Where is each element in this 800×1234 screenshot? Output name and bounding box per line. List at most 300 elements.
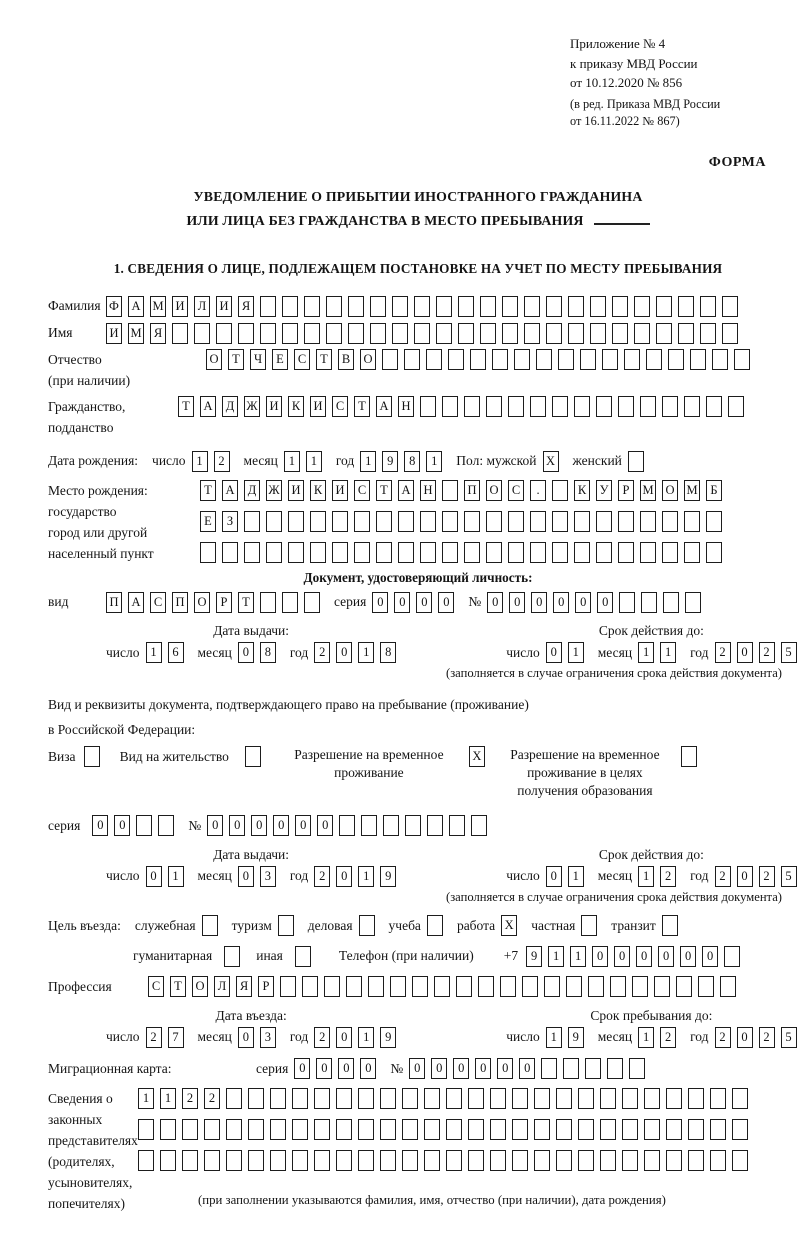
- char-cell[interactable]: [588, 976, 604, 997]
- char-cell[interactable]: [390, 976, 406, 997]
- char-cell[interactable]: [471, 815, 487, 836]
- char-cell[interactable]: 0: [553, 592, 569, 613]
- char-cell[interactable]: 5: [781, 1027, 797, 1048]
- char-cell[interactable]: [266, 511, 282, 532]
- char-cell[interactable]: 2: [660, 866, 676, 887]
- char-cell[interactable]: [490, 1119, 506, 1140]
- char-cell[interactable]: 1: [548, 946, 564, 967]
- char-cell[interactable]: [405, 815, 421, 836]
- char-cell[interactable]: 1: [426, 451, 442, 472]
- char-cell[interactable]: [280, 976, 296, 997]
- char-cell[interactable]: [552, 480, 568, 501]
- char-cell[interactable]: [456, 976, 472, 997]
- doc-type-input[interactable]: [106, 592, 320, 613]
- char-cell[interactable]: 2: [204, 1088, 220, 1109]
- char-cell[interactable]: [596, 396, 612, 417]
- doc-issue-month-input[interactable]: [238, 642, 276, 663]
- char-cell[interactable]: 1: [660, 642, 676, 663]
- char-cell[interactable]: [480, 296, 496, 317]
- char-cell[interactable]: [202, 915, 218, 936]
- citizenship-input[interactable]: [178, 396, 744, 417]
- char-cell[interactable]: [684, 511, 700, 532]
- char-cell[interactable]: И: [106, 323, 122, 344]
- char-cell[interactable]: А: [200, 396, 216, 417]
- char-cell[interactable]: [200, 542, 216, 563]
- char-cell[interactable]: 0: [360, 1058, 376, 1079]
- char-cell[interactable]: [160, 1119, 176, 1140]
- char-cell[interactable]: [446, 1150, 462, 1171]
- char-cell[interactable]: [706, 511, 722, 532]
- char-cell[interactable]: [346, 976, 362, 997]
- char-cell[interactable]: [427, 815, 443, 836]
- char-cell[interactable]: А: [128, 296, 144, 317]
- char-cell[interactable]: 0: [273, 815, 289, 836]
- char-cell[interactable]: [574, 542, 590, 563]
- char-cell[interactable]: [182, 1150, 198, 1171]
- char-cell[interactable]: О: [360, 349, 376, 370]
- char-cell[interactable]: 0: [597, 592, 613, 613]
- char-cell[interactable]: 8: [404, 451, 420, 472]
- migration-series-input[interactable]: [294, 1058, 376, 1079]
- char-cell[interactable]: [602, 349, 618, 370]
- char-cell[interactable]: [610, 976, 626, 997]
- char-cell[interactable]: [536, 349, 552, 370]
- char-cell[interactable]: С: [294, 349, 310, 370]
- char-cell[interactable]: 0: [737, 1027, 753, 1048]
- char-cell[interactable]: 0: [238, 1027, 254, 1048]
- checkbox-private[interactable]: [581, 915, 597, 936]
- char-cell[interactable]: [314, 1150, 330, 1171]
- char-cell[interactable]: [734, 349, 750, 370]
- char-cell[interactable]: [578, 1150, 594, 1171]
- char-cell[interactable]: 0: [229, 815, 245, 836]
- residence-valid-day-input[interactable]: [546, 866, 584, 887]
- char-cell[interactable]: [436, 296, 452, 317]
- char-cell[interactable]: 0: [519, 1058, 535, 1079]
- doc-valid-year-input[interactable]: [715, 642, 797, 663]
- char-cell[interactable]: [238, 323, 254, 344]
- profession-input[interactable]: [148, 976, 736, 997]
- char-cell[interactable]: [662, 396, 678, 417]
- char-cell[interactable]: [292, 1150, 308, 1171]
- char-cell[interactable]: [216, 323, 232, 344]
- char-cell[interactable]: Е: [272, 349, 288, 370]
- char-cell[interactable]: Б: [706, 480, 722, 501]
- char-cell[interactable]: [226, 1119, 242, 1140]
- checkbox-transit[interactable]: [662, 915, 678, 936]
- char-cell[interactable]: [402, 1088, 418, 1109]
- char-cell[interactable]: 0: [658, 946, 674, 967]
- char-cell[interactable]: [530, 396, 546, 417]
- char-cell[interactable]: [710, 1119, 726, 1140]
- char-cell[interactable]: [376, 542, 392, 563]
- char-cell[interactable]: [324, 976, 340, 997]
- char-cell[interactable]: [136, 815, 152, 836]
- char-cell[interactable]: П: [464, 480, 480, 501]
- checkbox-tourism[interactable]: [278, 915, 294, 936]
- char-cell[interactable]: [728, 396, 744, 417]
- char-cell[interactable]: 2: [715, 1027, 731, 1048]
- char-cell[interactable]: [304, 592, 320, 613]
- char-cell[interactable]: Я: [150, 323, 166, 344]
- char-cell[interactable]: 0: [338, 1058, 354, 1079]
- char-cell[interactable]: [619, 592, 635, 613]
- birth-year-input[interactable]: [360, 451, 442, 472]
- checkbox-male[interactable]: [543, 451, 559, 472]
- char-cell[interactable]: [84, 746, 100, 767]
- char-cell[interactable]: О: [206, 349, 222, 370]
- char-cell[interactable]: [663, 592, 679, 613]
- char-cell[interactable]: [310, 511, 326, 532]
- char-cell[interactable]: [578, 1119, 594, 1140]
- char-cell[interactable]: [414, 296, 430, 317]
- char-cell[interactable]: [706, 396, 722, 417]
- char-cell[interactable]: [348, 296, 364, 317]
- char-cell[interactable]: 0: [416, 592, 432, 613]
- entry-month-input[interactable]: [238, 1027, 276, 1048]
- char-cell[interactable]: [634, 296, 650, 317]
- char-cell[interactable]: [512, 1088, 528, 1109]
- char-cell[interactable]: 1: [192, 451, 208, 472]
- char-cell[interactable]: [383, 815, 399, 836]
- char-cell[interactable]: 2: [660, 1027, 676, 1048]
- char-cell[interactable]: [666, 1088, 682, 1109]
- char-cell[interactable]: [266, 542, 282, 563]
- checkbox-humanitarian[interactable]: [224, 946, 240, 967]
- char-cell[interactable]: 0: [509, 592, 525, 613]
- char-cell[interactable]: [424, 1088, 440, 1109]
- char-cell[interactable]: 5: [781, 642, 797, 663]
- char-cell[interactable]: [248, 1119, 264, 1140]
- char-cell[interactable]: [486, 542, 502, 563]
- legal-reps-input-line3[interactable]: [138, 1150, 748, 1171]
- char-cell[interactable]: 0: [251, 815, 267, 836]
- char-cell[interactable]: [552, 396, 568, 417]
- char-cell[interactable]: [580, 349, 596, 370]
- char-cell[interactable]: 2: [759, 642, 775, 663]
- char-cell[interactable]: [492, 349, 508, 370]
- char-cell[interactable]: [204, 1150, 220, 1171]
- char-cell[interactable]: 1: [360, 451, 376, 472]
- char-cell[interactable]: 1: [568, 642, 584, 663]
- char-cell[interactable]: [678, 323, 694, 344]
- char-cell[interactable]: [640, 511, 656, 532]
- char-cell[interactable]: [248, 1150, 264, 1171]
- char-cell[interactable]: [668, 349, 684, 370]
- char-cell[interactable]: [641, 592, 657, 613]
- char-cell[interactable]: Ж: [266, 480, 282, 501]
- doc-number-input[interactable]: [487, 592, 701, 613]
- char-cell[interactable]: [722, 296, 738, 317]
- checkbox-other[interactable]: [295, 946, 311, 967]
- char-cell[interactable]: [424, 1119, 440, 1140]
- char-cell[interactable]: 0: [702, 946, 718, 967]
- char-cell[interactable]: [339, 815, 355, 836]
- char-cell[interactable]: [486, 511, 502, 532]
- char-cell[interactable]: [690, 349, 706, 370]
- char-cell[interactable]: [158, 815, 174, 836]
- char-cell[interactable]: Т: [228, 349, 244, 370]
- char-cell[interactable]: [585, 1058, 601, 1079]
- checkbox-residence-permit[interactable]: [245, 746, 261, 767]
- char-cell[interactable]: 0: [497, 1058, 513, 1079]
- char-cell[interactable]: [326, 296, 342, 317]
- char-cell[interactable]: [449, 815, 465, 836]
- char-cell[interactable]: [260, 323, 276, 344]
- char-cell[interactable]: [556, 1150, 572, 1171]
- char-cell[interactable]: [314, 1119, 330, 1140]
- char-cell[interactable]: Т: [200, 480, 216, 501]
- char-cell[interactable]: Н: [420, 480, 436, 501]
- residence-issue-day-input[interactable]: [146, 866, 184, 887]
- char-cell[interactable]: [288, 511, 304, 532]
- char-cell[interactable]: [282, 592, 298, 613]
- char-cell[interactable]: [427, 915, 443, 936]
- checkbox-temp-residence-edu[interactable]: [681, 746, 697, 767]
- char-cell[interactable]: [678, 296, 694, 317]
- char-cell[interactable]: 0: [294, 1058, 310, 1079]
- char-cell[interactable]: [358, 1150, 374, 1171]
- char-cell[interactable]: [226, 1088, 242, 1109]
- char-cell[interactable]: [530, 542, 546, 563]
- stay-year-input[interactable]: [715, 1027, 797, 1048]
- char-cell[interactable]: [596, 542, 612, 563]
- char-cell[interactable]: [666, 1150, 682, 1171]
- char-cell[interactable]: 0: [336, 642, 352, 663]
- char-cell[interactable]: [194, 323, 210, 344]
- char-cell[interactable]: [468, 1088, 484, 1109]
- checkbox-official[interactable]: [202, 915, 218, 936]
- char-cell[interactable]: [722, 323, 738, 344]
- char-cell[interactable]: О: [194, 592, 210, 613]
- char-cell[interactable]: [420, 511, 436, 532]
- char-cell[interactable]: [524, 323, 540, 344]
- char-cell[interactable]: 3: [260, 1027, 276, 1048]
- char-cell[interactable]: [629, 1058, 645, 1079]
- char-cell[interactable]: 1: [638, 866, 654, 887]
- char-cell[interactable]: [402, 1119, 418, 1140]
- char-cell[interactable]: 1: [284, 451, 300, 472]
- char-cell[interactable]: [644, 1119, 660, 1140]
- char-cell[interactable]: [204, 1119, 220, 1140]
- char-cell[interactable]: [688, 1150, 704, 1171]
- char-cell[interactable]: [710, 1088, 726, 1109]
- char-cell[interactable]: [380, 1088, 396, 1109]
- char-cell[interactable]: Т: [170, 976, 186, 997]
- char-cell[interactable]: [326, 323, 342, 344]
- char-cell[interactable]: 0: [636, 946, 652, 967]
- char-cell[interactable]: [310, 542, 326, 563]
- char-cell[interactable]: О: [192, 976, 208, 997]
- char-cell[interactable]: [392, 323, 408, 344]
- char-cell[interactable]: [612, 323, 628, 344]
- char-cell[interactable]: [434, 976, 450, 997]
- char-cell[interactable]: [332, 511, 348, 532]
- checkbox-female[interactable]: [628, 451, 644, 472]
- char-cell[interactable]: 2: [214, 451, 230, 472]
- char-cell[interactable]: [662, 542, 678, 563]
- char-cell[interactable]: [464, 511, 480, 532]
- char-cell[interactable]: [392, 296, 408, 317]
- char-cell[interactable]: [414, 323, 430, 344]
- char-cell[interactable]: Т: [354, 396, 370, 417]
- surname-input[interactable]: [106, 296, 738, 317]
- char-cell[interactable]: 8: [380, 642, 396, 663]
- residence-number-input[interactable]: [207, 815, 487, 836]
- char-cell[interactable]: 2: [182, 1088, 198, 1109]
- char-cell[interactable]: Л: [194, 296, 210, 317]
- char-cell[interactable]: [590, 296, 606, 317]
- char-cell[interactable]: [222, 542, 238, 563]
- char-cell[interactable]: 0: [680, 946, 696, 967]
- char-cell[interactable]: А: [222, 480, 238, 501]
- char-cell[interactable]: [458, 323, 474, 344]
- char-cell[interactable]: У: [596, 480, 612, 501]
- char-cell[interactable]: Ж: [244, 396, 260, 417]
- char-cell[interactable]: [448, 349, 464, 370]
- char-cell[interactable]: [244, 511, 260, 532]
- char-cell[interactable]: [354, 542, 370, 563]
- char-cell[interactable]: [245, 746, 261, 767]
- char-cell[interactable]: [684, 396, 700, 417]
- char-cell[interactable]: [646, 349, 662, 370]
- char-cell[interactable]: [710, 1150, 726, 1171]
- char-cell[interactable]: 0: [546, 866, 562, 887]
- char-cell[interactable]: 9: [382, 451, 398, 472]
- char-cell[interactable]: [138, 1150, 154, 1171]
- char-cell[interactable]: И: [288, 480, 304, 501]
- char-cell[interactable]: [370, 296, 386, 317]
- char-cell[interactable]: [566, 976, 582, 997]
- birth-month-input[interactable]: [284, 451, 322, 472]
- char-cell[interactable]: 0: [592, 946, 608, 967]
- char-cell[interactable]: [260, 296, 276, 317]
- char-cell[interactable]: М: [640, 480, 656, 501]
- char-cell[interactable]: 1: [358, 642, 374, 663]
- char-cell[interactable]: 0: [238, 642, 254, 663]
- char-cell[interactable]: [332, 542, 348, 563]
- char-cell[interactable]: 0: [737, 866, 753, 887]
- char-cell[interactable]: 1: [160, 1088, 176, 1109]
- char-cell[interactable]: 1: [306, 451, 322, 472]
- char-cell[interactable]: [552, 542, 568, 563]
- char-cell[interactable]: [376, 511, 392, 532]
- char-cell[interactable]: [260, 592, 276, 613]
- char-cell[interactable]: [556, 1088, 572, 1109]
- char-cell[interactable]: 2: [759, 1027, 775, 1048]
- char-cell[interactable]: [244, 542, 260, 563]
- char-cell[interactable]: 0: [316, 1058, 332, 1079]
- char-cell[interactable]: [622, 1119, 638, 1140]
- char-cell[interactable]: [282, 323, 298, 344]
- char-cell[interactable]: Я: [236, 976, 252, 997]
- char-cell[interactable]: 0: [146, 866, 162, 887]
- birth-day-input[interactable]: [192, 451, 230, 472]
- entry-year-input[interactable]: [314, 1027, 396, 1048]
- char-cell[interactable]: [732, 1150, 748, 1171]
- char-cell[interactable]: [581, 915, 597, 936]
- char-cell[interactable]: [552, 511, 568, 532]
- char-cell[interactable]: О: [662, 480, 678, 501]
- char-cell[interactable]: [370, 323, 386, 344]
- checkbox-visa[interactable]: [84, 746, 100, 767]
- char-cell[interactable]: Ч: [250, 349, 266, 370]
- char-cell[interactable]: [524, 296, 540, 317]
- char-cell[interactable]: [618, 542, 634, 563]
- doc-issue-year-input[interactable]: [314, 642, 396, 663]
- char-cell[interactable]: [724, 946, 740, 967]
- char-cell[interactable]: [688, 1119, 704, 1140]
- char-cell[interactable]: [688, 1088, 704, 1109]
- char-cell[interactable]: [278, 915, 294, 936]
- char-cell[interactable]: [656, 296, 672, 317]
- char-cell[interactable]: И: [172, 296, 188, 317]
- char-cell[interactable]: [302, 976, 318, 997]
- char-cell[interactable]: 2: [759, 866, 775, 887]
- char-cell[interactable]: 1: [138, 1088, 154, 1109]
- residence-issue-year-input[interactable]: [314, 866, 396, 887]
- char-cell[interactable]: Д: [222, 396, 238, 417]
- entry-day-input[interactable]: [146, 1027, 184, 1048]
- char-cell[interactable]: 0: [207, 815, 223, 836]
- char-cell[interactable]: [568, 323, 584, 344]
- char-cell[interactable]: [530, 511, 546, 532]
- char-cell[interactable]: [732, 1088, 748, 1109]
- char-cell[interactable]: [464, 542, 480, 563]
- doc-series-input[interactable]: [372, 592, 454, 613]
- char-cell[interactable]: [314, 1088, 330, 1109]
- char-cell[interactable]: [534, 1119, 550, 1140]
- char-cell[interactable]: [336, 1088, 352, 1109]
- char-cell[interactable]: [720, 976, 736, 997]
- char-cell[interactable]: П: [172, 592, 188, 613]
- char-cell[interactable]: [612, 296, 628, 317]
- char-cell[interactable]: [574, 511, 590, 532]
- birth-place-input-line3[interactable]: [200, 542, 722, 563]
- char-cell[interactable]: С: [150, 592, 166, 613]
- residence-series-input[interactable]: [92, 815, 174, 836]
- char-cell[interactable]: 8: [260, 642, 276, 663]
- char-cell[interactable]: [628, 451, 644, 472]
- char-cell[interactable]: [361, 815, 377, 836]
- char-cell[interactable]: [468, 1150, 484, 1171]
- char-cell[interactable]: С: [354, 480, 370, 501]
- char-cell[interactable]: [558, 349, 574, 370]
- char-cell[interactable]: 1: [638, 642, 654, 663]
- char-cell[interactable]: 0: [575, 592, 591, 613]
- char-cell[interactable]: .: [530, 480, 546, 501]
- char-cell[interactable]: Р: [618, 480, 634, 501]
- char-cell[interactable]: [490, 1088, 506, 1109]
- char-cell[interactable]: Т: [316, 349, 332, 370]
- char-cell[interactable]: 7: [168, 1027, 184, 1048]
- char-cell[interactable]: [596, 511, 612, 532]
- char-cell[interactable]: X: [501, 915, 517, 936]
- char-cell[interactable]: [502, 323, 518, 344]
- checkbox-study[interactable]: [427, 915, 443, 936]
- char-cell[interactable]: Р: [216, 592, 232, 613]
- char-cell[interactable]: [348, 323, 364, 344]
- char-cell[interactable]: [442, 396, 458, 417]
- doc-valid-month-input[interactable]: [638, 642, 676, 663]
- char-cell[interactable]: [684, 542, 700, 563]
- char-cell[interactable]: Р: [258, 976, 274, 997]
- char-cell[interactable]: 1: [568, 866, 584, 887]
- char-cell[interactable]: [534, 1150, 550, 1171]
- char-cell[interactable]: А: [376, 396, 392, 417]
- char-cell[interactable]: [712, 349, 728, 370]
- char-cell[interactable]: А: [398, 480, 414, 501]
